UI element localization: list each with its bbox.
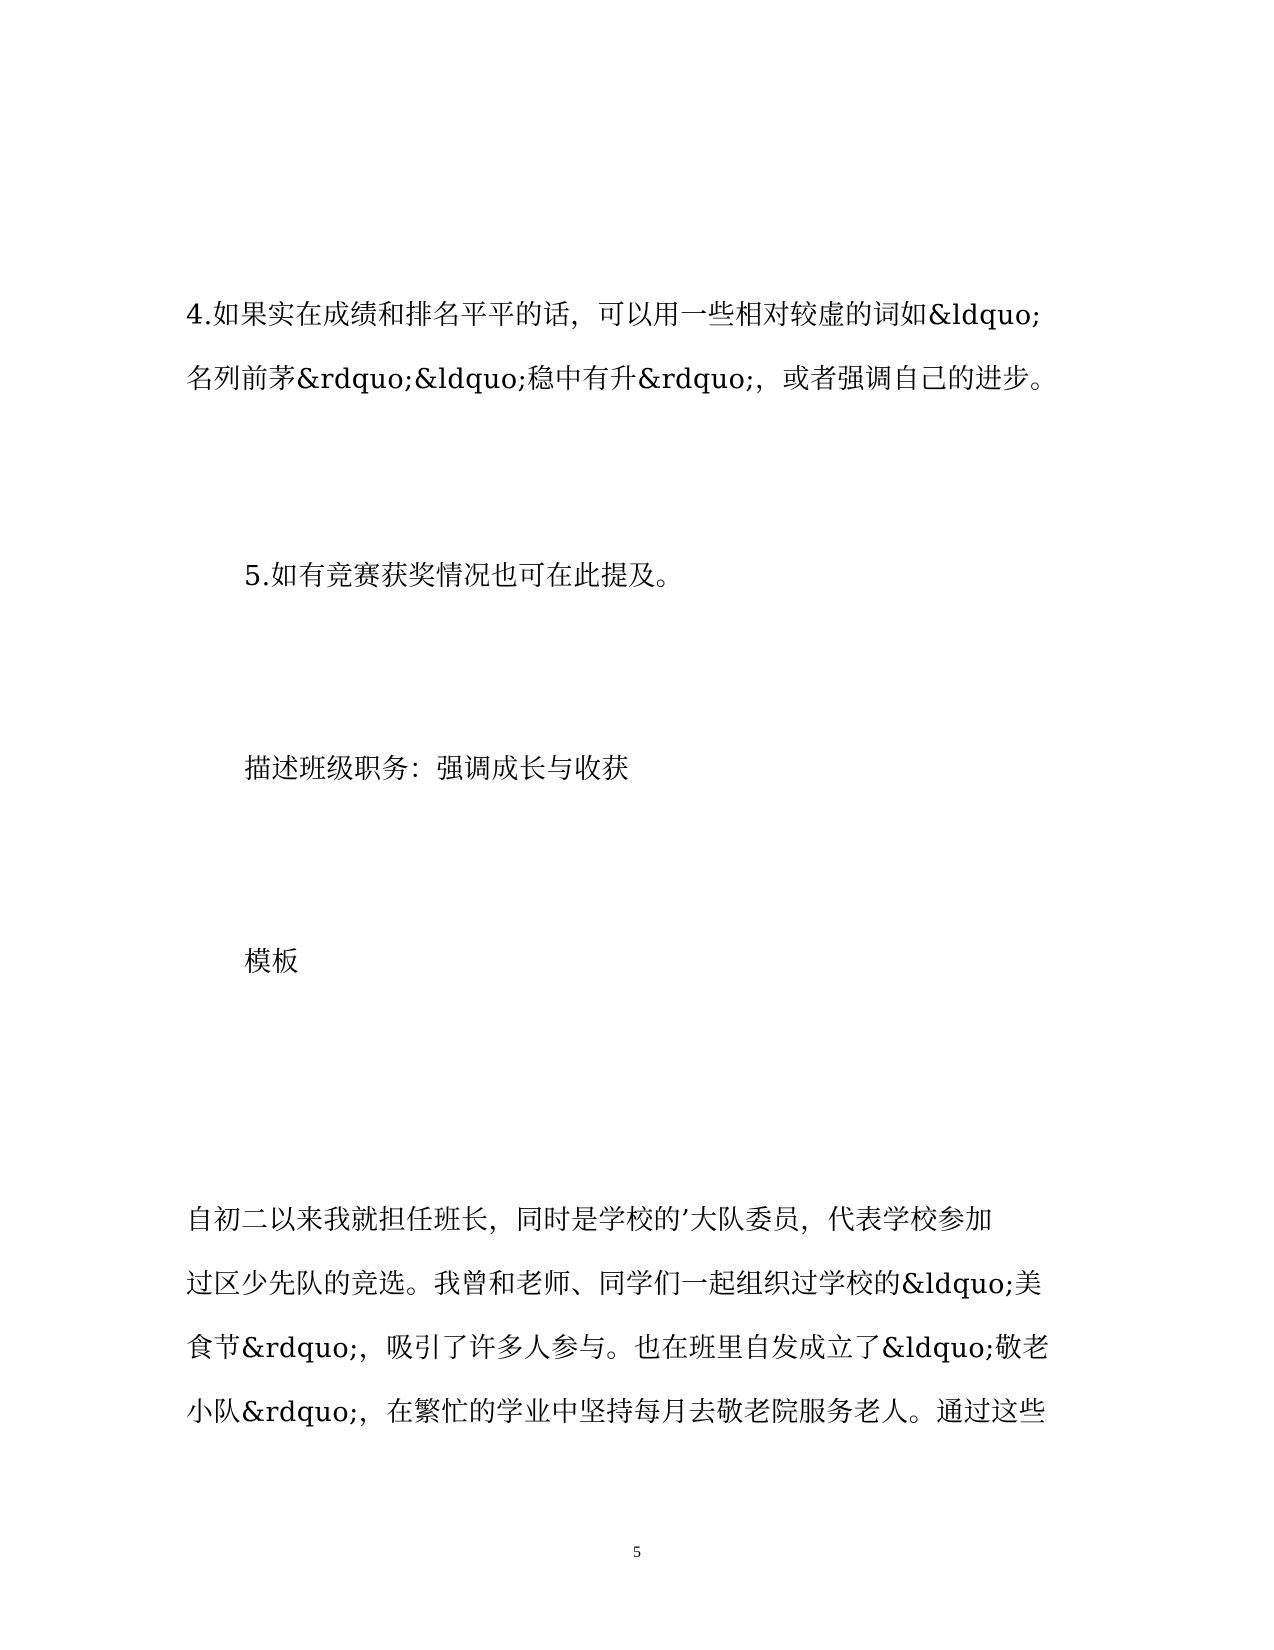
section-heading-class-duty: 描述班级职务：强调成长与收获 [244,754,629,785]
template-paragraph-line-2: 过区少先队的竞选。我曾和老师、同学们一起组织过学校的&ldquo;美 [186,1269,1042,1300]
paragraph-4-line-2: 名列前茅&rdquo;&ldquo;稳中有升&rdquo;，或者强调自己的进步。 [186,364,1058,395]
template-paragraph-line-1: 自初二以来我就担任班长，同时是学校的’大队委员，代表学校参加 [186,1205,993,1236]
paragraph-5-line-1: 5.如有竞赛获奖情况也可在此提及。 [244,561,684,592]
section-heading-template: 模板 [244,947,299,978]
page-number: 5 [633,1544,641,1561]
template-paragraph-line-4: 小队&rdquo;，在繁忙的学业中坚持每月去敬老院服务老人。通过这些 [186,1397,1047,1428]
template-paragraph-line-3: 食节&rdquo;，吸引了许多人参与。也在班里自发成立了&ldquo;敬老 [186,1333,1050,1364]
paragraph-4-line-1: 4.如果实在成绩和排名平平的话，可以用一些相对较虚的词如&ldquo; [186,300,1042,331]
